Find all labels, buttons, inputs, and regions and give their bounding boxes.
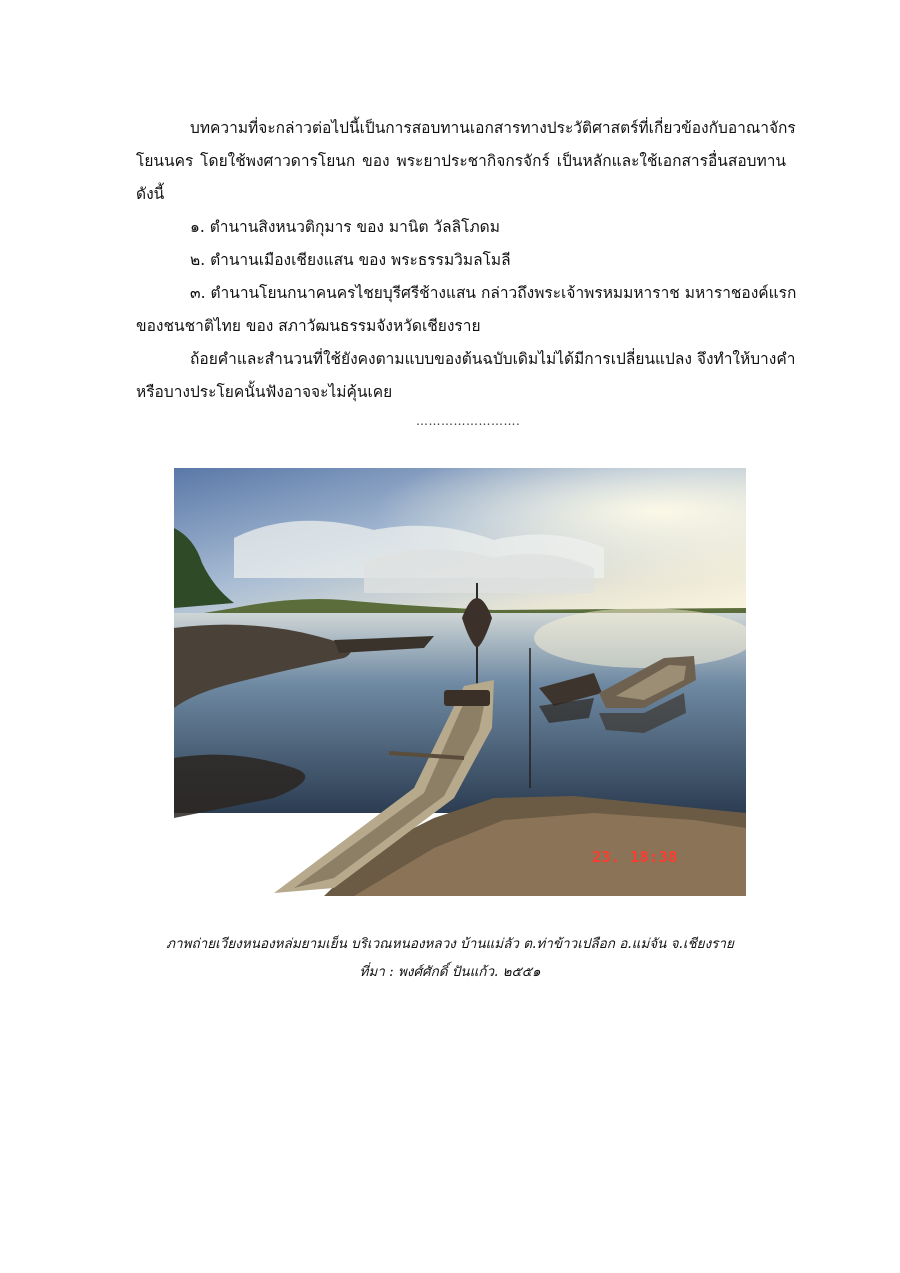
list-item-3-line-1: ๓. ตำนานโยนกนาคนครไชยบุรีศรีช้างแสน กล่าวถึงพระเจ้าพรหมมหาราช มหาราชองค์แรก (190, 284, 797, 302)
paragraph-intro-line-1: บทความที่จะกล่าวต่อไปนี้เป็นการสอบทานเอกสารทางประวัติศาสตร์ที่เกี่ยวข้องกับอาณาจักร (190, 119, 796, 137)
paragraph-intro-line-2: โยนนคร โดยใช้พงศาวดารโยนก ของ พระยาประชากิจกรจักร์ เป็นหลักและใช้เอกสารอื่นสอบทาน (136, 152, 786, 170)
lake-boats-photo (174, 468, 746, 896)
list-item-3-line-2: ของชนชาติไทย ของ สภาวัฒนธรรมจังหวัดเชียงราย (136, 317, 481, 335)
section-separator: ……………………. (416, 414, 521, 428)
note-line-2: หรือบางประโยคนั้นฟังอาจจะไม่คุ้นเคย (136, 383, 393, 401)
list-item-1: ๑. ตำนานสิงหนวติกุมาร ของ มานิต วัลลิโภดม (190, 218, 500, 236)
list-item-2: ๒. ตำนานเมืองเชียงแสน ของ พระธรรมวิมลโมลี (190, 251, 511, 269)
photo-caption: ภาพถ่ายเวียงหนองหล่มยามเย็น บริเวณหนองหลวง บ้านแม่ลัว ต.ท่าข้าวเปลือก อ.แม่จัน จ.เชียงราย (166, 936, 734, 952)
photo-timestamp: 23. 18:38 (592, 848, 678, 866)
note-line-1: ถ้อยคำและสำนวนที่ใช้ยังคงตามแบบของต้นฉบับเดิมไม่ได้มีการเปลี่ยนแปลง จึงทำให้บางคำ (190, 350, 796, 368)
photo-source: ที่มา : พงศ์ศักดิ์ ปันแก้ว. ๒๕๕๑ (359, 964, 541, 980)
photo-illustration (174, 468, 746, 896)
paragraph-intro-line-3: ดังนี้ (136, 185, 165, 203)
